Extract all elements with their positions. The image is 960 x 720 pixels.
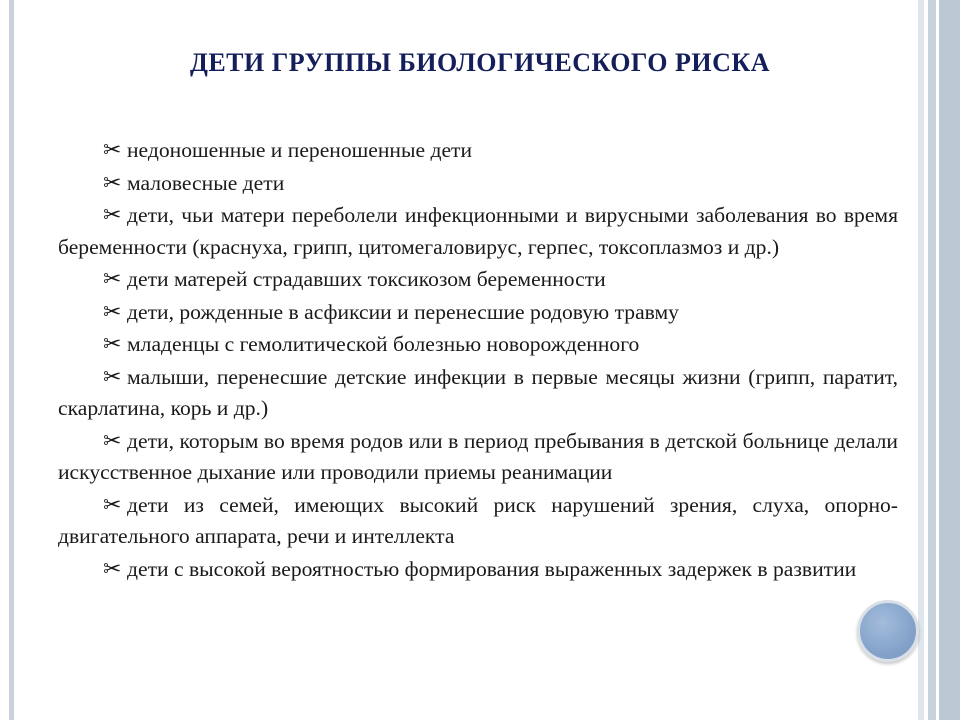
scissors-icon: ✂	[103, 555, 122, 581]
scissors-icon: ✂	[103, 137, 122, 162]
left-frame-line	[9, 0, 14, 720]
list-item-text: дети с высокой вероятностью формирования выраженных задержек в развитии	[127, 556, 857, 581]
list-item-text: маловесные дети	[127, 170, 285, 195]
bullet-list	[58, 134, 898, 585]
slide-title: ДЕТИ ГРУППЫ БИОЛОГИЧЕСКОГО РИСКА	[189, 48, 771, 77]
list-item-text: дети матерей страдавших токсикозом беременности	[127, 267, 606, 291]
list-item	[58, 489, 898, 553]
scissors-icon: ✂	[103, 202, 122, 227]
list-item-text: малыши, перенесшие детские инфекции в первые месяцы жизни (грипп, паратит, скарлатина, корь и др.)	[58, 364, 898, 420]
scissors-icon: ✂	[103, 298, 122, 324]
scissors-icon: ✂	[103, 427, 122, 453]
list-item	[58, 167, 898, 200]
right-decorative-stripes	[918, 0, 960, 720]
list-item-text: младенцы с гемолитической болезнью новорожденного	[127, 332, 640, 356]
list-item	[58, 361, 898, 425]
list-item	[58, 328, 898, 361]
list-item	[58, 263, 898, 296]
list-item-text: дети, рожденные в асфиксии и перенесшие родовую травму	[127, 299, 679, 324]
list-item	[58, 134, 898, 167]
list-item	[58, 296, 898, 329]
scissors-icon: ✂	[103, 491, 122, 517]
list-item-text: недоношенные и переношенные дети	[127, 138, 473, 162]
list-item-text: дети, чьи матери переболели инфекционными и вирусными заболевания во время беременности (краснуха, грипп, цитомегаловирус, герпес, токсоплазмоз и др.)	[58, 203, 898, 259]
scissors-icon: ✂	[103, 331, 122, 356]
list-item-text: дети из семей, имеющих высокий риск нарушений зрения, слуха, опорно-двигательного аппарата, речи и интеллекта	[58, 492, 898, 548]
decorative-circle	[857, 600, 919, 662]
scissors-icon: ✂	[103, 266, 122, 291]
list-item	[58, 199, 898, 263]
scissors-icon: ✂	[103, 363, 122, 389]
list-item-text: дети, которым во время родов или в период пребывания в детской больнице делали искусственное дыхание или проводили приемы реанимации	[58, 428, 898, 484]
scissors-icon: ✂	[103, 169, 122, 195]
list-item	[58, 425, 898, 489]
list-item	[58, 553, 898, 586]
